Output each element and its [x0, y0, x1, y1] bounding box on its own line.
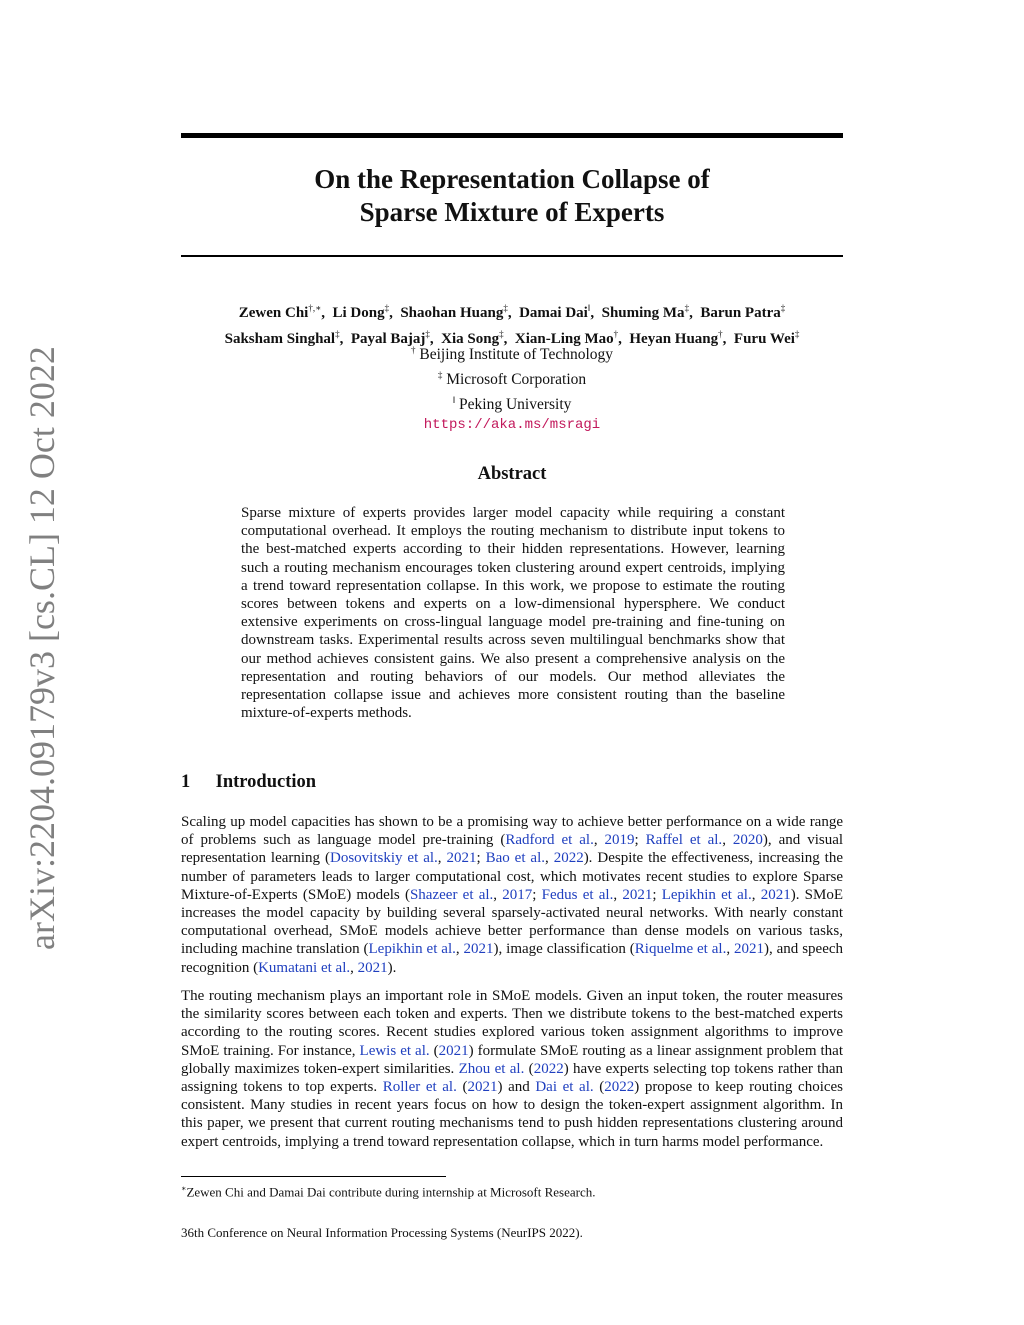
author-name: Payal Bajaj [350, 331, 426, 347]
paragraph-text: ), image classification ( [493, 941, 635, 958]
citation-link[interactable]: 2019 [604, 832, 635, 849]
paragraph-text: ). Despite the effectiveness, increasing the number of parameters leads to larger computational cost, which motivates recent studies to explore Sparse Mixture-of-Experts (SMoE) models ( [181, 850, 843, 903]
author-affiliation-mark: ‡ [425, 329, 430, 339]
paragraph-text: ; [634, 832, 646, 849]
affiliation-name: Beijing Institute of Technology [415, 346, 614, 364]
citation-link[interactable]: 2021 [760, 886, 791, 903]
paragraph-text: , [613, 886, 623, 903]
author-line-1: Zewen Chi†,∗, Li Dong‡, Shaohan Huang‡, Damai Dai‖, Shuming Ma‡, Barun Patra‡ [238, 303, 786, 321]
citation-link[interactable]: Shazeer et al. [409, 886, 494, 903]
affiliations [181, 340, 843, 415]
author-affiliation-mark: † [613, 329, 619, 339]
author-name: Zewen Chi [238, 305, 309, 321]
author-affiliation-mark: ‡ [780, 303, 786, 313]
citation-link[interactable]: Kumatani et al. [258, 959, 351, 976]
section-heading [181, 772, 316, 793]
paragraph-text: ) propose to keep routing choices consistent. Many studies in recent years focus on how to design the token-expert assignment algorithm. In this paper, we present that current routing mechanisms tend to push hidden representations clustering around expert centroids, implying a trend toward representation collapse, which in turn harms model performance. [181, 1079, 844, 1150]
author-affiliation-mark: ‡ [335, 329, 340, 339]
paragraph-text: , [493, 886, 503, 903]
citation-link[interactable]: Bao et al. [485, 850, 545, 867]
author-affiliation-mark: † [718, 329, 723, 339]
footnote-mark: ∗ [181, 1184, 187, 1193]
arxiv-identifier: arXiv:2204.09179v3 [cs.CL] 12 Oct 2022 [22, 346, 62, 950]
citation-link[interactable]: Lepikhin et al. [368, 941, 456, 958]
citation-link[interactable]: Fedus et al. [541, 886, 614, 903]
citation-link[interactable]: 2021 [446, 850, 477, 867]
citation-link[interactable]: Riquelme et al. [634, 941, 727, 958]
paragraph-text: , [437, 850, 447, 867]
citation-link[interactable]: Dai et al. [535, 1079, 594, 1096]
author-name: Xian-Ling Mao [514, 331, 614, 347]
paragraph-text: , [455, 941, 464, 958]
citation-link[interactable]: 2022 [604, 1079, 635, 1096]
venue-note: 36th Conference on Neural Information Processing Systems (NeurIPS 2022). [181, 1225, 583, 1240]
paragraph-text: ( [456, 1079, 468, 1096]
abstract-body: Sparse mixture of experts provides larger model capacity while requiring a constant computational overhead. It employs the routing mechanism to distribute input tokens to the best-matched experts according to their hidden representations. However, learning such a routing mechanism encourages token clustering around expert centroids, implying a trend toward representation collapse. In this work, we propose to estimate the routing scores between tokens and experts on a low-dimensional hypersphere. We conduct extensive experiments on cross-lingual language model pre-training and fine-tuning on downstream tasks. Experimental results across seven multilingual benchmarks show that our method achieves consistent gains. We also present a comprehensive analysis on the representation and routing behaviors of our models. Our method alleviates the representation collapse issue and achieves more consistent routing than the baseline mixture-of-experts methods. [241, 505, 785, 722]
footnote [181, 1180, 843, 1200]
author-name: Xia Song [441, 331, 500, 347]
author-affiliation-mark: ‡ [794, 329, 800, 339]
paragraph-text: ) formulate SMoE routing as a linear assignment problem that globally maximizes token-expert similarities. [181, 1042, 844, 1077]
author-affiliation-mark: ‡ [384, 303, 390, 313]
affiliation-name: Peking University [455, 396, 572, 414]
paragraph-text: ), and visual representation learning ( [181, 832, 844, 867]
affiliation-name: Microsoft Corporation [442, 371, 587, 389]
section-number: 1 [181, 772, 191, 792]
author-affiliation-mark: ‡ [499, 329, 504, 339]
citation-link[interactable]: 2021 [622, 886, 653, 903]
citation-link[interactable]: Raffel et al. [645, 832, 723, 849]
author-name: Furu Wei [733, 331, 795, 347]
citation-link[interactable]: Roller et al. [382, 1079, 457, 1096]
paragraph-text: The routing mechanism plays an important role in SMoE models. Given an input token, the router measures the similarity scores between each token and experts. Then we distribute tokens to the best-matched experts according to the routing scores. Recent studies explored various token assignment algorithms to improve SMoE training. For instance, [181, 988, 843, 1059]
paragraph-text: , [722, 832, 733, 849]
title-line-1: On the Representation Collapse of [314, 164, 710, 194]
affiliation-mark: ‖ [452, 395, 456, 406]
author-name: Heyan Huang [629, 331, 719, 347]
paragraph-text: , [593, 832, 605, 849]
abstract-heading: Abstract [477, 464, 547, 484]
citation-link[interactable]: 2021 [733, 941, 764, 958]
footnote-text: Zewen Chi and Damai Dai contribute during internship at Microsoft Research. [186, 1184, 596, 1200]
intro-paragraph-1 [181, 813, 843, 977]
intro-paragraph-2 [181, 987, 843, 1151]
project-url[interactable]: https://aka.ms/msragi [423, 417, 601, 434]
paragraph-text: , [751, 886, 761, 903]
affiliation-mark: ‡ [437, 370, 443, 381]
section-title: Introduction [215, 772, 317, 792]
citation-link[interactable]: Dosovitskiy et al. [329, 850, 438, 867]
citation-link[interactable]: Lewis et al. [359, 1042, 430, 1059]
paragraph-text: ; [476, 850, 486, 867]
paragraph-text: , [350, 959, 358, 976]
affiliation [181, 390, 843, 415]
paragraph-text: ) have experts selecting top tokens rather than assigning tokens to top experts. [181, 1060, 843, 1096]
paragraph-text: ). SMoE increases the model capacity by building several sparsely-activated neural networks. With nearly constant computational overhead, SMoE models achieve better performance than dense models on various tasks, including machine translation ( [181, 886, 844, 958]
paragraph-text: Scaling up model capacities has shown to be a promising way to achieve better performance on a wide range of problems such as language model pre-training ( [181, 814, 843, 849]
citation-link[interactable]: 2021 [467, 1079, 498, 1096]
affiliation [181, 340, 843, 365]
citation-link[interactable]: 2017 [502, 886, 533, 903]
title-bottom-rule [181, 255, 843, 257]
citation-link[interactable]: Zhou et al. [458, 1060, 525, 1077]
citation-link[interactable]: 2020 [732, 832, 763, 849]
author-affiliation-mark: †,∗ [308, 303, 322, 313]
paragraph-text: ). [387, 959, 397, 976]
affiliation [181, 365, 843, 390]
footnote-rule [181, 1176, 446, 1177]
affiliation-mark: † [410, 345, 416, 355]
paper-title [181, 163, 843, 229]
paragraph-text: ; [652, 886, 662, 903]
title-top-rule [181, 133, 843, 138]
author-name: Shuming Ma [601, 305, 685, 321]
paragraph-text: , [545, 850, 554, 867]
paragraph-text: ( [429, 1042, 439, 1059]
paragraph-text: ), and speech recognition ( [181, 941, 844, 976]
affiliation-list [181, 340, 843, 435]
author-name: Shaohan Huang [400, 305, 504, 321]
author-name: Damai Dai [519, 305, 588, 321]
paragraph-text: ) and [497, 1079, 536, 1096]
author-name: Barun Patra [700, 305, 781, 321]
citation-link[interactable]: 2022 [533, 1060, 564, 1077]
paragraph-text: ( [593, 1079, 605, 1096]
paragraph-text: ( [524, 1060, 534, 1077]
citation-link[interactable]: Lepikhin et al. [661, 886, 752, 903]
author-name: Li Dong [332, 305, 385, 321]
citation-link[interactable]: 2021 [357, 959, 388, 976]
citation-link[interactable]: 2021 [463, 941, 494, 958]
citation-link[interactable]: 2022 [553, 850, 584, 867]
paragraph-text: , [726, 941, 734, 958]
citation-link[interactable]: 2021 [438, 1042, 469, 1059]
author-affiliation-mark: ‡ [684, 303, 690, 313]
title-line-2: Sparse Mixture of Experts [359, 197, 665, 227]
author-affiliation-mark: ‖ [587, 303, 591, 313]
author-affiliation-mark: ‡ [503, 303, 508, 313]
author-line-2: Saksham Singhal‡, Payal Bajaj‡, Xia Song‡, Xian-Ling Mao†, Heyan Huang†, Furu Wei‡ [224, 329, 800, 347]
paragraph-text: ; [532, 886, 542, 903]
author-name: Saksham Singhal [224, 331, 336, 347]
citation-link[interactable]: Radford et al. [505, 832, 594, 849]
